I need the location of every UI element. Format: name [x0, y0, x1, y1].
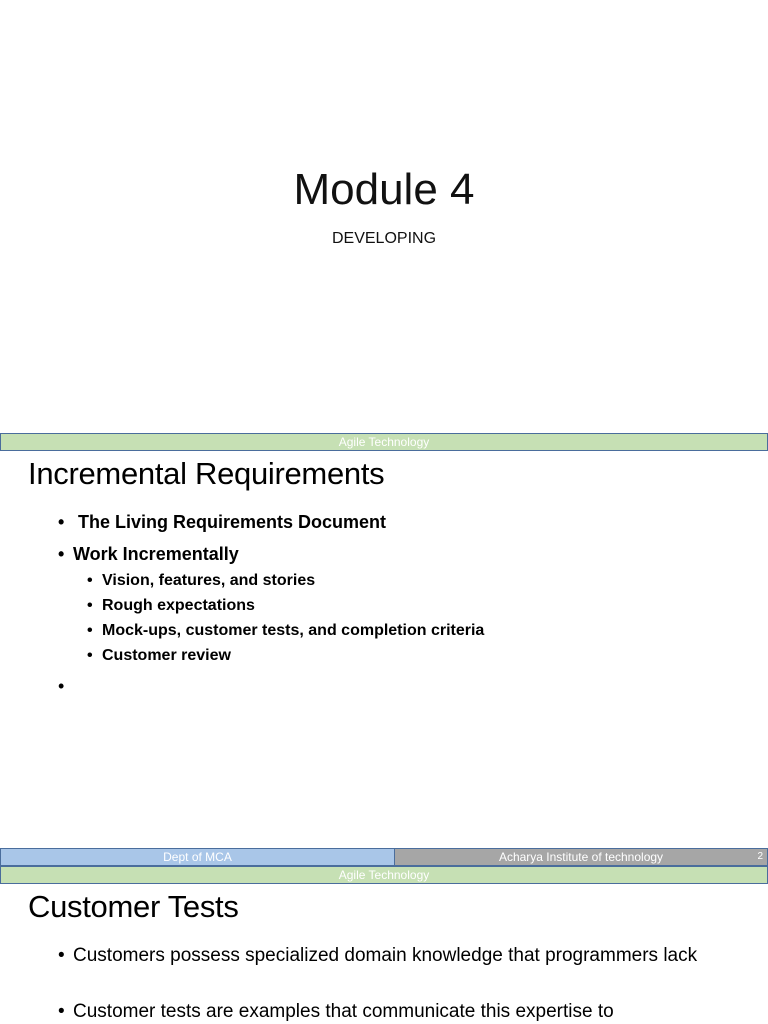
slide-3	[0, 866, 768, 1024]
bullet-icon: •	[58, 544, 65, 564]
list-item	[58, 944, 718, 968]
page-number: 2	[757, 851, 763, 862]
sub-bullet-text: Customer review	[102, 647, 231, 664]
bullet-icon: •	[58, 1001, 65, 1022]
bullet-text: Customers possess specialized domain knowledge that programmers lack	[73, 945, 698, 966]
footer-dept: Dept of MCA	[0, 848, 395, 866]
bullet-icon: •	[87, 572, 93, 589]
bullet-icon: •	[58, 676, 65, 696]
bullet-icon: •	[87, 647, 93, 664]
sub-bullet-text: Mock-ups, customer tests, and completion criteria	[102, 622, 485, 639]
bullet-text: The Living Requirements Document	[78, 512, 387, 532]
sub-bullet-text: Rough expectations	[102, 597, 255, 614]
bullet-icon: •	[58, 945, 65, 966]
slide-title: Module 4	[293, 165, 475, 214]
slide-2	[0, 433, 768, 866]
list-item	[58, 1000, 718, 1024]
slide-title: Incremental Requirements	[28, 456, 385, 491]
bullet-icon: •	[58, 512, 65, 532]
slide-title: Customer Tests	[28, 889, 239, 924]
bullet-icon: •	[87, 622, 93, 639]
header-band: Agile Technology	[0, 433, 768, 451]
sub-bullet-text: Vision, features, and stories	[102, 572, 316, 589]
slide-1	[0, 0, 768, 433]
bullet-text: Work Incrementally	[73, 544, 239, 564]
header-band: Agile Technology	[0, 866, 768, 884]
bullet-text: Customer tests are examples that communicate this expertise to	[73, 1001, 614, 1022]
slide-subtitle: DEVELOPING	[331, 230, 437, 247]
footer-institute-label: Acharya Institute of technology	[498, 850, 664, 864]
bullet-icon: •	[87, 597, 93, 614]
footer-institute	[394, 848, 768, 866]
